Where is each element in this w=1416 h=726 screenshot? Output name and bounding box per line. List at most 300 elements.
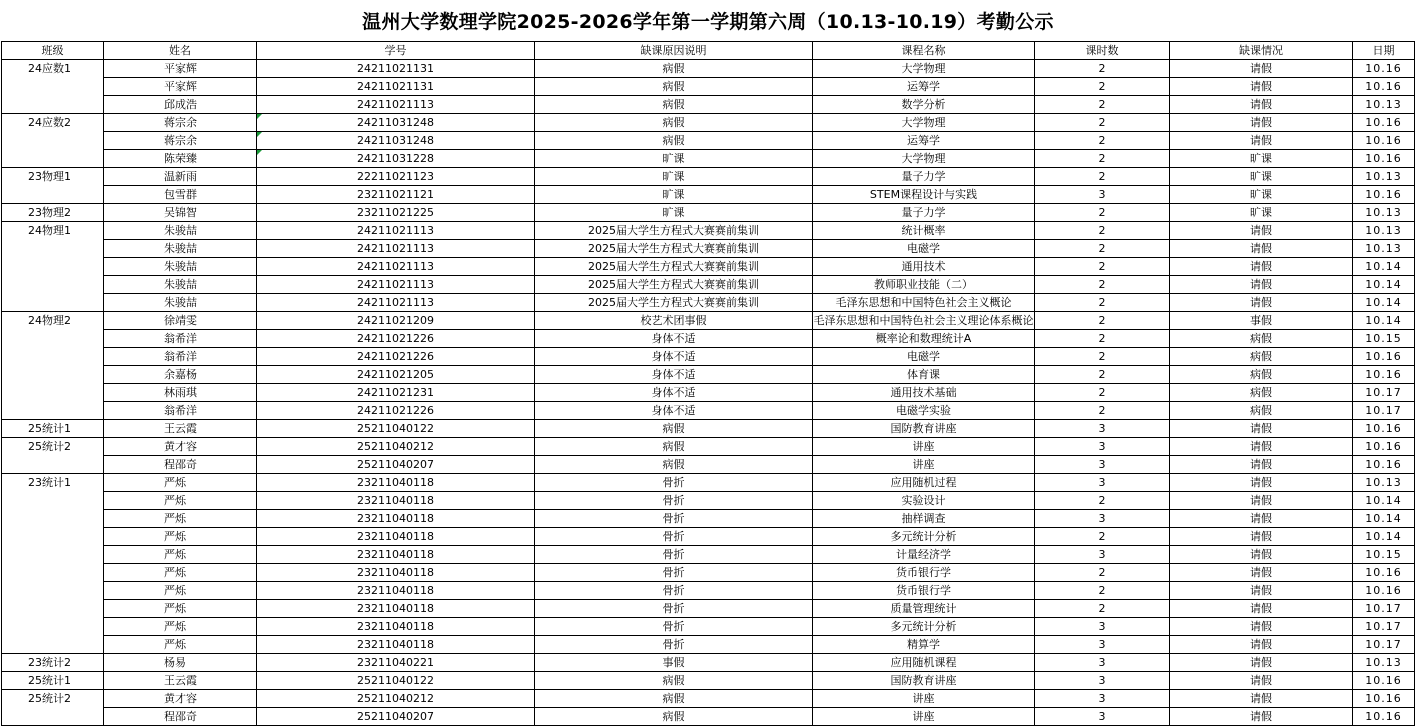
status-cell[interactable]: 请假: [1170, 294, 1353, 312]
table-row: [2, 420, 1415, 438]
hours-cell[interactable]: 2: [1035, 564, 1170, 582]
name-cell[interactable]: 程邵奇: [104, 456, 257, 474]
course-cell[interactable]: 货币银行学: [813, 582, 1035, 600]
status-cell[interactable]: 请假: [1170, 258, 1353, 276]
name-cell[interactable]: 黄才容: [104, 438, 257, 456]
student-id-cell[interactable]: 23211040118: [257, 510, 535, 528]
status-cell[interactable]: 旷课: [1170, 204, 1353, 222]
name-cell[interactable]: 严烁: [104, 492, 257, 510]
class-cell[interactable]: 24应数1: [2, 60, 104, 114]
reason-cell[interactable]: 旷课: [535, 186, 813, 204]
name-cell[interactable]: 严烁: [104, 474, 257, 492]
status-cell[interactable]: 请假: [1170, 420, 1353, 438]
status-cell[interactable]: 请假: [1170, 582, 1353, 600]
student-id-cell[interactable]: 23211040118: [257, 528, 535, 546]
student-id-cell[interactable]: 24211021113: [257, 240, 535, 258]
student-id-cell[interactable]: 25211040122: [257, 420, 535, 438]
reason-cell[interactable]: 骨折: [535, 474, 813, 492]
reason-cell[interactable]: 骨折: [535, 528, 813, 546]
status-cell[interactable]: 病假: [1170, 348, 1353, 366]
class-cell[interactable]: 25统计1: [2, 420, 104, 438]
table-row: [2, 258, 1415, 276]
reason-cell[interactable]: 身体不适: [535, 384, 813, 402]
name-cell[interactable]: 黄才容: [104, 690, 257, 708]
course-cell[interactable]: 统计概率: [813, 222, 1035, 240]
course-cell[interactable]: 国防教育讲座: [813, 420, 1035, 438]
header-reason[interactable]: 缺课原因说明: [535, 42, 813, 60]
status-cell[interactable]: 请假: [1170, 474, 1353, 492]
status-cell[interactable]: 请假: [1170, 456, 1353, 474]
name-cell[interactable]: 严烁: [104, 582, 257, 600]
hours-cell[interactable]: 2: [1035, 150, 1170, 168]
status-cell[interactable]: 请假: [1170, 276, 1353, 294]
student-id-cell[interactable]: 24211021131: [257, 78, 535, 96]
date-cell[interactable]: 10.14: [1353, 276, 1415, 294]
student-id-cell[interactable]: 22211021123: [257, 168, 535, 186]
name-cell[interactable]: 严烁: [104, 600, 257, 618]
date-cell[interactable]: 10.16: [1353, 114, 1415, 132]
hours-cell[interactable]: 3: [1035, 708, 1170, 726]
status-cell[interactable]: 病假: [1170, 366, 1353, 384]
hours-cell[interactable]: 2: [1035, 330, 1170, 348]
hours-cell[interactable]: 3: [1035, 510, 1170, 528]
status-cell[interactable]: 请假: [1170, 240, 1353, 258]
hours-cell[interactable]: 2: [1035, 492, 1170, 510]
table-row: [2, 132, 1415, 150]
date-cell[interactable]: 10.16: [1353, 150, 1415, 168]
hours-cell[interactable]: 2: [1035, 348, 1170, 366]
student-id-cell[interactable]: 24211021226: [257, 330, 535, 348]
status-cell[interactable]: 旷课: [1170, 186, 1353, 204]
reason-cell[interactable]: 骨折: [535, 636, 813, 654]
reason-cell[interactable]: 病假: [535, 78, 813, 96]
student-id-cell[interactable]: 24211021131: [257, 60, 535, 78]
student-id-cell[interactable]: 23211040118: [257, 546, 535, 564]
header-student-id[interactable]: 学号: [257, 42, 535, 60]
date-cell[interactable]: 10.16: [1353, 78, 1415, 96]
date-cell[interactable]: 10.14: [1353, 258, 1415, 276]
date-cell[interactable]: 10.16: [1353, 186, 1415, 204]
table-row: [2, 240, 1415, 258]
status-cell[interactable]: 请假: [1170, 672, 1353, 690]
header-hours[interactable]: 课时数: [1035, 42, 1170, 60]
hours-cell[interactable]: 2: [1035, 294, 1170, 312]
table-row: [2, 456, 1415, 474]
hours-cell[interactable]: 3: [1035, 438, 1170, 456]
date-cell[interactable]: 10.16: [1353, 672, 1415, 690]
date-cell[interactable]: 10.14: [1353, 294, 1415, 312]
reason-cell[interactable]: 身体不适: [535, 366, 813, 384]
name-cell[interactable]: 包雪群: [104, 186, 257, 204]
reason-cell[interactable]: 病假: [535, 420, 813, 438]
status-cell[interactable]: 请假: [1170, 546, 1353, 564]
hours-cell[interactable]: 3: [1035, 654, 1170, 672]
reason-cell[interactable]: 病假: [535, 96, 813, 114]
table-row: [2, 492, 1415, 510]
date-cell[interactable]: 10.17: [1353, 402, 1415, 420]
table-row: [2, 510, 1415, 528]
hours-cell[interactable]: 3: [1035, 672, 1170, 690]
reason-cell[interactable]: 骨折: [535, 582, 813, 600]
hours-cell[interactable]: 2: [1035, 258, 1170, 276]
course-cell[interactable]: 国防教育讲座: [813, 672, 1035, 690]
name-cell[interactable]: 朱骏喆: [104, 222, 257, 240]
course-cell[interactable]: 大学物理: [813, 150, 1035, 168]
name-cell[interactable]: 严烁: [104, 546, 257, 564]
status-cell[interactable]: 旷课: [1170, 168, 1353, 186]
student-id-cell[interactable]: 25211040122: [257, 672, 535, 690]
table-row: [2, 78, 1415, 96]
hours-cell[interactable]: 3: [1035, 618, 1170, 636]
name-cell[interactable]: 蒋宗余: [104, 132, 257, 150]
status-cell[interactable]: 请假: [1170, 528, 1353, 546]
name-cell[interactable]: 邱成浩: [104, 96, 257, 114]
status-cell[interactable]: 病假: [1170, 384, 1353, 402]
student-id-cell[interactable]: 24211021113: [257, 222, 535, 240]
course-cell[interactable]: 运筹学: [813, 132, 1035, 150]
sheet-title: 温州大学数理学院2025-2026学年第一学期第六周（10.13-10.19）考勤公示: [362, 11, 1054, 33]
student-id-cell[interactable]: 24211021205: [257, 366, 535, 384]
course-cell[interactable]: 数学分析: [813, 96, 1035, 114]
status-cell[interactable]: 请假: [1170, 600, 1353, 618]
reason-cell[interactable]: 病假: [535, 114, 813, 132]
name-cell[interactable]: 王云霞: [104, 420, 257, 438]
reason-cell[interactable]: 身体不适: [535, 330, 813, 348]
student-id-cell[interactable]: 24211021113: [257, 294, 535, 312]
course-cell[interactable]: 毛泽东思想和中国特色社会主义概论: [813, 294, 1035, 312]
hours-cell[interactable]: 2: [1035, 366, 1170, 384]
hours-cell[interactable]: 2: [1035, 276, 1170, 294]
status-cell[interactable]: 请假: [1170, 618, 1353, 636]
reason-cell[interactable]: 病假: [535, 438, 813, 456]
status-cell[interactable]: 事假: [1170, 312, 1353, 330]
course-cell[interactable]: 讲座: [813, 438, 1035, 456]
reason-cell[interactable]: 病假: [535, 456, 813, 474]
hours-cell[interactable]: 2: [1035, 402, 1170, 420]
student-id-cell[interactable]: 24211031248: [257, 114, 535, 132]
hours-cell[interactable]: 2: [1035, 582, 1170, 600]
course-cell[interactable]: 运筹学: [813, 78, 1035, 96]
student-id-cell[interactable]: 23211040118: [257, 582, 535, 600]
date-cell[interactable]: 10.17: [1353, 600, 1415, 618]
reason-cell[interactable]: 事假: [535, 654, 813, 672]
table-row: [2, 312, 1415, 330]
course-cell[interactable]: 通用技术: [813, 258, 1035, 276]
date-cell[interactable]: 10.16: [1353, 348, 1415, 366]
course-cell[interactable]: 多元统计分析: [813, 618, 1035, 636]
header-name[interactable]: 姓名: [104, 42, 257, 60]
reason-cell[interactable]: 校艺术团事假: [535, 312, 813, 330]
course-cell[interactable]: 实验设计: [813, 492, 1035, 510]
date-cell[interactable]: 10.17: [1353, 636, 1415, 654]
date-cell[interactable]: 10.13: [1353, 168, 1415, 186]
date-cell[interactable]: 10.16: [1353, 708, 1415, 726]
name-cell[interactable]: 余嘉杨: [104, 366, 257, 384]
course-cell[interactable]: 大学物理: [813, 114, 1035, 132]
name-cell[interactable]: 平家辉: [104, 60, 257, 78]
course-cell[interactable]: 通用技术基础: [813, 384, 1035, 402]
hours-cell[interactable]: 2: [1035, 114, 1170, 132]
reason-cell[interactable]: 病假: [535, 60, 813, 78]
hours-cell[interactable]: 3: [1035, 420, 1170, 438]
name-cell[interactable]: 严烁: [104, 564, 257, 582]
reason-cell[interactable]: 2025届大学生方程式大赛赛前集训: [535, 294, 813, 312]
status-cell[interactable]: 病假: [1170, 402, 1353, 420]
date-cell[interactable]: 10.16: [1353, 690, 1415, 708]
hours-cell[interactable]: 2: [1035, 204, 1170, 222]
course-cell[interactable]: 体育课: [813, 366, 1035, 384]
date-cell[interactable]: 10.15: [1353, 330, 1415, 348]
reason-cell[interactable]: 2025届大学生方程式大赛赛前集训: [535, 222, 813, 240]
reason-cell[interactable]: 旷课: [535, 150, 813, 168]
name-cell[interactable]: 朱骏喆: [104, 294, 257, 312]
hours-cell[interactable]: 2: [1035, 384, 1170, 402]
student-id-cell[interactable]: 24211021226: [257, 402, 535, 420]
name-cell[interactable]: 程邵奇: [104, 708, 257, 726]
date-cell[interactable]: 10.13: [1353, 96, 1415, 114]
table-row: [2, 690, 1415, 708]
name-cell[interactable]: 翁希洋: [104, 402, 257, 420]
hours-cell[interactable]: 3: [1035, 186, 1170, 204]
reason-cell[interactable]: 病假: [535, 708, 813, 726]
student-id-cell[interactable]: 23211040118: [257, 492, 535, 510]
attendance-table: [1, 41, 1415, 726]
student-id-cell[interactable]: 25211040212: [257, 690, 535, 708]
reason-cell[interactable]: 骨折: [535, 510, 813, 528]
student-id-cell[interactable]: 24211021113: [257, 96, 535, 114]
date-cell[interactable]: 10.13: [1353, 204, 1415, 222]
name-cell[interactable]: 蒋宗余: [104, 114, 257, 132]
status-cell[interactable]: 请假: [1170, 438, 1353, 456]
reason-cell[interactable]: 骨折: [535, 600, 813, 618]
class-cell[interactable]: 23物理1: [2, 168, 104, 204]
date-cell[interactable]: 10.14: [1353, 510, 1415, 528]
hours-cell[interactable]: 3: [1035, 546, 1170, 564]
status-cell[interactable]: 请假: [1170, 564, 1353, 582]
class-cell[interactable]: 25统计1: [2, 672, 104, 690]
student-id-cell[interactable]: 24211021113: [257, 276, 535, 294]
table-row: [2, 582, 1415, 600]
course-cell[interactable]: 货币银行学: [813, 564, 1035, 582]
date-cell[interactable]: 10.16: [1353, 60, 1415, 78]
reason-cell[interactable]: 病假: [535, 690, 813, 708]
status-cell[interactable]: 请假: [1170, 492, 1353, 510]
name-cell[interactable]: 温新雨: [104, 168, 257, 186]
course-cell[interactable]: 讲座: [813, 690, 1035, 708]
student-id-cell[interactable]: 23211040118: [257, 474, 535, 492]
reason-cell[interactable]: 身体不适: [535, 402, 813, 420]
class-cell[interactable]: 24物理2: [2, 312, 104, 420]
table-row: [2, 366, 1415, 384]
student-id-cell[interactable]: 23211021225: [257, 204, 535, 222]
student-id-cell[interactable]: 23211040118: [257, 600, 535, 618]
name-cell[interactable]: 陈荣臻: [104, 150, 257, 168]
status-cell[interactable]: 请假: [1170, 96, 1353, 114]
status-cell[interactable]: 请假: [1170, 114, 1353, 132]
date-cell[interactable]: 10.14: [1353, 312, 1415, 330]
name-cell[interactable]: 朱骏喆: [104, 258, 257, 276]
student-id-cell[interactable]: 25211040207: [257, 456, 535, 474]
student-id-cell[interactable]: 23211021121: [257, 186, 535, 204]
status-cell[interactable]: 旷课: [1170, 150, 1353, 168]
course-cell[interactable]: 概率论和数理统计A: [813, 330, 1035, 348]
status-cell[interactable]: 请假: [1170, 636, 1353, 654]
name-cell[interactable]: 朱骏喆: [104, 240, 257, 258]
course-cell[interactable]: 大学物理: [813, 60, 1035, 78]
course-cell[interactable]: 质量管理统计: [813, 600, 1035, 618]
student-id-cell[interactable]: 24211021209: [257, 312, 535, 330]
reason-cell[interactable]: 骨折: [535, 492, 813, 510]
reason-cell[interactable]: 旷课: [535, 168, 813, 186]
class-cell[interactable]: 23统计2: [2, 654, 104, 672]
name-cell[interactable]: 翁希洋: [104, 330, 257, 348]
name-cell[interactable]: 徐靖雯: [104, 312, 257, 330]
course-cell[interactable]: 讲座: [813, 708, 1035, 726]
table-row: [2, 330, 1415, 348]
course-cell[interactable]: 应用随机课程: [813, 654, 1035, 672]
course-cell[interactable]: STEM课程设计与实践: [813, 186, 1035, 204]
date-cell[interactable]: 10.17: [1353, 618, 1415, 636]
student-id-cell[interactable]: 23211040118: [257, 636, 535, 654]
header-course[interactable]: 课程名称: [813, 42, 1035, 60]
hours-cell[interactable]: 3: [1035, 474, 1170, 492]
reason-cell[interactable]: 身体不适: [535, 348, 813, 366]
hours-cell[interactable]: 3: [1035, 636, 1170, 654]
name-cell[interactable]: 朱骏喆: [104, 276, 257, 294]
course-cell[interactable]: 电磁学实验: [813, 402, 1035, 420]
name-cell[interactable]: 王云霞: [104, 672, 257, 690]
course-cell[interactable]: 电磁学: [813, 240, 1035, 258]
date-cell[interactable]: 10.17: [1353, 384, 1415, 402]
course-cell[interactable]: 应用随机过程: [813, 474, 1035, 492]
date-cell[interactable]: 10.13: [1353, 654, 1415, 672]
hours-cell[interactable]: 2: [1035, 600, 1170, 618]
name-cell[interactable]: 严烁: [104, 528, 257, 546]
date-cell[interactable]: 10.16: [1353, 582, 1415, 600]
hours-cell[interactable]: 2: [1035, 222, 1170, 240]
student-id-cell[interactable]: 24211021113: [257, 258, 535, 276]
student-id-cell[interactable]: 24211031228: [257, 150, 535, 168]
reason-cell[interactable]: 骨折: [535, 618, 813, 636]
course-cell[interactable]: 讲座: [813, 456, 1035, 474]
student-id-cell[interactable]: 24211021226: [257, 348, 535, 366]
name-cell[interactable]: 平家辉: [104, 78, 257, 96]
reason-cell[interactable]: 骨折: [535, 564, 813, 582]
reason-cell[interactable]: 病假: [535, 132, 813, 150]
name-cell[interactable]: 吴锦智: [104, 204, 257, 222]
hours-cell[interactable]: 2: [1035, 60, 1170, 78]
student-id-cell[interactable]: 24211021231: [257, 384, 535, 402]
name-cell[interactable]: 林雨琪: [104, 384, 257, 402]
date-cell[interactable]: 10.16: [1353, 132, 1415, 150]
table-row: [2, 636, 1415, 654]
class-cell[interactable]: 25统计2: [2, 438, 104, 474]
course-cell[interactable]: 计量经济学: [813, 546, 1035, 564]
header-status[interactable]: 缺课情况: [1170, 42, 1353, 60]
date-cell[interactable]: 10.16: [1353, 420, 1415, 438]
hours-cell[interactable]: 3: [1035, 690, 1170, 708]
class-cell[interactable]: 23物理2: [2, 204, 104, 222]
course-cell[interactable]: 精算学: [813, 636, 1035, 654]
course-cell[interactable]: 电磁学: [813, 348, 1035, 366]
student-id-cell[interactable]: 23211040118: [257, 564, 535, 582]
status-cell[interactable]: 请假: [1170, 654, 1353, 672]
name-cell[interactable]: 严烁: [104, 636, 257, 654]
date-cell[interactable]: 10.16: [1353, 438, 1415, 456]
date-cell[interactable]: 10.13: [1353, 240, 1415, 258]
hours-cell[interactable]: 3: [1035, 456, 1170, 474]
date-cell[interactable]: 10.13: [1353, 222, 1415, 240]
status-cell[interactable]: 请假: [1170, 132, 1353, 150]
status-cell[interactable]: 请假: [1170, 222, 1353, 240]
name-cell[interactable]: 翁希洋: [104, 348, 257, 366]
status-cell[interactable]: 请假: [1170, 78, 1353, 96]
class-cell[interactable]: 24应数2: [2, 114, 104, 168]
table-row: [2, 438, 1415, 456]
date-cell[interactable]: 10.13: [1353, 474, 1415, 492]
course-cell[interactable]: 量子力学: [813, 168, 1035, 186]
class-cell[interactable]: 25统计2: [2, 690, 104, 726]
student-id-cell[interactable]: 25211040212: [257, 438, 535, 456]
hours-cell[interactable]: 2: [1035, 528, 1170, 546]
date-cell[interactable]: 10.15: [1353, 546, 1415, 564]
reason-cell[interactable]: 病假: [535, 672, 813, 690]
name-cell[interactable]: 严烁: [104, 618, 257, 636]
course-cell[interactable]: 毛泽东思想和中国特色社会主义理论体系概论: [813, 312, 1035, 330]
hours-cell[interactable]: 2: [1035, 132, 1170, 150]
table-row: [2, 474, 1415, 492]
date-cell[interactable]: 10.14: [1353, 492, 1415, 510]
student-id-cell[interactable]: 23211040118: [257, 618, 535, 636]
table-row: [2, 708, 1415, 726]
student-id-cell[interactable]: 23211040221: [257, 654, 535, 672]
table-row: [2, 276, 1415, 294]
hours-cell[interactable]: 2: [1035, 96, 1170, 114]
hours-cell[interactable]: 2: [1035, 240, 1170, 258]
date-cell[interactable]: 10.14: [1353, 528, 1415, 546]
reason-cell[interactable]: 2025届大学生方程式大赛赛前集训: [535, 240, 813, 258]
status-cell[interactable]: 请假: [1170, 708, 1353, 726]
name-cell[interactable]: 杨易: [104, 654, 257, 672]
name-cell[interactable]: 严烁: [104, 510, 257, 528]
date-cell[interactable]: 10.16: [1353, 564, 1415, 582]
reason-cell[interactable]: 2025届大学生方程式大赛赛前集训: [535, 276, 813, 294]
reason-cell[interactable]: 2025届大学生方程式大赛赛前集训: [535, 258, 813, 276]
table-row: [2, 96, 1415, 114]
class-cell[interactable]: 24物理1: [2, 222, 104, 312]
course-cell[interactable]: 多元统计分析: [813, 528, 1035, 546]
status-cell[interactable]: 请假: [1170, 510, 1353, 528]
class-cell[interactable]: 23统计1: [2, 474, 104, 654]
student-id-cell[interactable]: 24211031248: [257, 132, 535, 150]
status-cell[interactable]: 病假: [1170, 330, 1353, 348]
course-cell[interactable]: 抽样调查: [813, 510, 1035, 528]
date-cell[interactable]: 10.16: [1353, 456, 1415, 474]
course-cell[interactable]: 教师职业技能（二）: [813, 276, 1035, 294]
hours-cell[interactable]: 2: [1035, 168, 1170, 186]
reason-cell[interactable]: 旷课: [535, 204, 813, 222]
hours-cell[interactable]: 2: [1035, 312, 1170, 330]
header-class[interactable]: 班级: [2, 42, 104, 60]
status-cell[interactable]: 请假: [1170, 60, 1353, 78]
hours-cell[interactable]: 2: [1035, 78, 1170, 96]
date-cell[interactable]: 10.16: [1353, 366, 1415, 384]
student-id-cell[interactable]: 25211040207: [257, 708, 535, 726]
status-cell[interactable]: 请假: [1170, 690, 1353, 708]
course-cell[interactable]: 量子力学: [813, 204, 1035, 222]
header-date[interactable]: 日期: [1353, 42, 1415, 60]
reason-cell[interactable]: 骨折: [535, 546, 813, 564]
